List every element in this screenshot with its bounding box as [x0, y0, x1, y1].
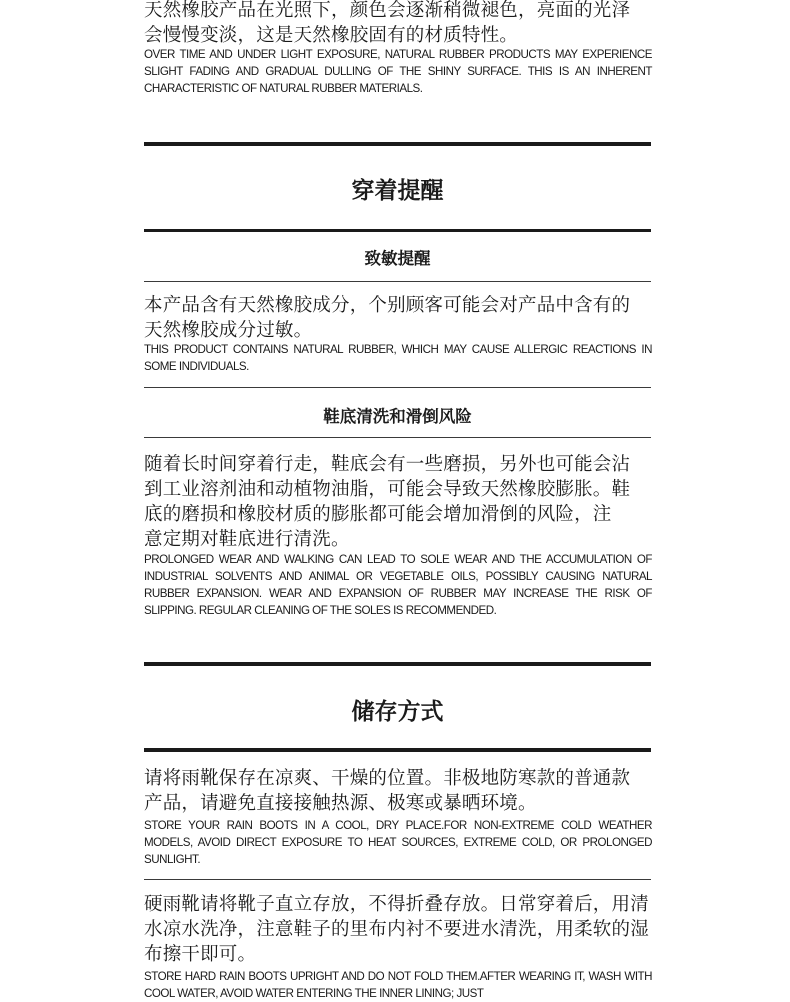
subsection-divider: [144, 281, 651, 282]
slip-zh-text: 随着长时间穿着行走，鞋底会有一些磨损，另外也可能会沾 到工业溶剂油和动植物油脂，可能会导致天然橡胶膨胀。鞋 底的磨损和橡胶材质的膨胀都可能会增加滑倒的风险，注 意定期对鞋底进行清洗。: [144, 454, 631, 550]
section-divider: [144, 748, 651, 752]
allergy-zh-text: 本产品含有天然橡胶成分，个别顾客可能会对产品中含有的 天然橡胶成分过敏。: [144, 295, 631, 341]
fading-zh-text: 天然橡胶产品在光照下，颜色会逐渐稍微褪色，亮面的光泽 会慢慢变淡，这是天然橡胶固有的材质特性。: [144, 0, 631, 46]
storage-cool-en-text: STORE YOUR RAIN BOOTS IN A COOL, DRY PLACE.FOR NON-EXTREME COLD WEATHER MODELS, AVOID DIRECT EXPOSURE TO HEAT SOURCES, EXTREME COLD, OR PROLONGED SUNLIGHT.: [144, 819, 652, 866]
wear-section-title: 穿着提醒: [351, 178, 444, 204]
storage-hard-en-text: STORE HARD RAIN BOOTS UPRIGHT AND DO NOT FOLD THEM.AFTER WEARING IT, WASH WITH COOL WATER, AVOID WATER ENTERING THE INNER LINING; JUST: [144, 970, 652, 1000]
slip-title: 鞋底清洗和滑倒风险: [323, 407, 472, 426]
section-divider: [144, 662, 651, 666]
section-divider: [144, 142, 651, 146]
storage-hard-zh-text: 硬雨靴请将靴子直立存放，不得折叠存放。日常穿着后，用清 水凉水洗净，注意鞋子的里布内衬不要进水清洗，用柔软的湿 布擦干即可。: [144, 894, 649, 965]
subsection-divider: [144, 387, 651, 388]
storage-cool-zh-text: 请将雨靴保存在凉爽、干燥的位置。非极地防寒款的普通款 产品，请避免直接接触热源、极寒或暴晒环境。: [144, 768, 631, 814]
section-divider: [144, 229, 651, 232]
storage-section-title: 储存方式: [351, 699, 444, 725]
subsection-divider: [144, 437, 651, 438]
subsection-divider: [144, 879, 651, 880]
slip-en-text: PROLONGED WEAR AND WALKING CAN LEAD TO SOLE WEAR AND THE ACCUMULATION OF INDUSTRIAL SOLVENTS AND ANIMAL OR VEGETABLE OILS, POSSIBLY CAUSING NATURAL RUBBER EXPANSION. WEAR AND EXPANSION OF RUBBER MAY INCREASE THE RISK OF SLIPPING. REGULAR CLEANING OF THE SOLES IS RECOMMENDED.: [144, 553, 652, 617]
allergy-en-text: THIS PRODUCT CONTAINS NATURAL RUBBER, WHICH MAY CAUSE ALLERGIC REACTIONS IN SOME INDIVIDUALS.: [144, 343, 652, 373]
fading-en-text: OVER TIME AND UNDER LIGHT EXPOSURE, NATURAL RUBBER PRODUCTS MAY EXPERIENCE SLIGHT FADING AND GRADUAL DULLING OF THE SHINY SURFACE. THIS IS AN INHERENT CHARACTERISTIC OF NATURAL RUBBER MATERIALS.: [144, 48, 652, 95]
allergy-title: 致敏提醒: [364, 249, 431, 268]
